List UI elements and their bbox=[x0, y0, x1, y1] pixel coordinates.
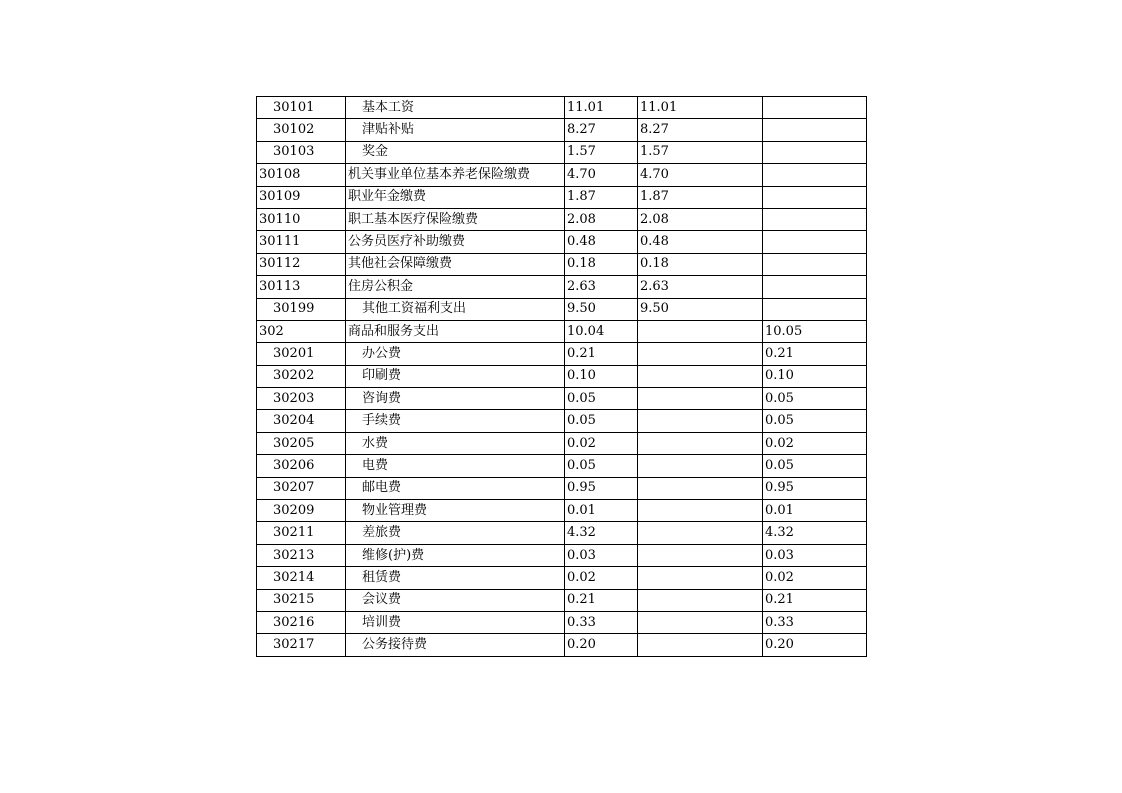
table-row bbox=[257, 119, 867, 141]
row-project-cell: 0.02 bbox=[763, 567, 867, 589]
table-row bbox=[257, 97, 867, 119]
row-name-cell: 维修(护)费 bbox=[346, 544, 565, 566]
row-project-cell: 0.33 bbox=[763, 611, 867, 633]
row-code-cell: 30209 bbox=[257, 500, 346, 522]
row-name-cell: 职业年金缴费 bbox=[346, 186, 565, 208]
table-row bbox=[257, 522, 867, 544]
row-total-cell: 4.32 bbox=[565, 522, 638, 544]
row-total-cell: 0.21 bbox=[565, 343, 638, 365]
row-code-cell: 30207 bbox=[257, 477, 346, 499]
row-basic-cell: 9.50 bbox=[638, 298, 763, 320]
row-total-cell: 0.05 bbox=[565, 410, 638, 432]
row-total-cell: 0.05 bbox=[565, 455, 638, 477]
row-total-cell: 0.20 bbox=[565, 634, 638, 656]
row-project-cell bbox=[763, 186, 867, 208]
row-project-cell: 0.21 bbox=[763, 343, 867, 365]
row-basic-cell: 0.48 bbox=[638, 231, 763, 253]
row-basic-cell bbox=[638, 611, 763, 633]
row-basic-cell bbox=[638, 320, 763, 342]
table-row bbox=[257, 208, 867, 230]
row-project-cell bbox=[763, 231, 867, 253]
row-basic-cell bbox=[638, 522, 763, 544]
row-total-cell: 0.10 bbox=[565, 365, 638, 387]
table-row bbox=[257, 611, 867, 633]
row-name-cell: 电费 bbox=[346, 455, 565, 477]
row-basic-cell: 2.08 bbox=[638, 208, 763, 230]
row-name-cell: 机关事业单位基本养老保险缴费 bbox=[346, 164, 565, 186]
row-project-cell: 10.05 bbox=[763, 320, 867, 342]
row-project-cell bbox=[763, 208, 867, 230]
row-name-cell: 津贴补贴 bbox=[346, 119, 565, 141]
table-row bbox=[257, 544, 867, 566]
row-name-cell: 公务员医疗补助缴费 bbox=[346, 231, 565, 253]
row-name-cell: 住房公积金 bbox=[346, 276, 565, 298]
table-row bbox=[257, 455, 867, 477]
row-code-cell: 30108 bbox=[257, 164, 346, 186]
row-basic-cell: 8.27 bbox=[638, 119, 763, 141]
table-row bbox=[257, 500, 867, 522]
table-row bbox=[257, 320, 867, 342]
row-code-cell: 30110 bbox=[257, 208, 346, 230]
row-code-cell: 30216 bbox=[257, 611, 346, 633]
row-basic-cell: 1.57 bbox=[638, 141, 763, 163]
table-row bbox=[257, 567, 867, 589]
row-total-cell: 9.50 bbox=[565, 298, 638, 320]
row-code-cell: 30213 bbox=[257, 544, 346, 566]
row-total-cell: 2.63 bbox=[565, 276, 638, 298]
row-project-cell: 0.01 bbox=[763, 500, 867, 522]
row-code-cell: 30103 bbox=[257, 141, 346, 163]
row-basic-cell: 0.18 bbox=[638, 253, 763, 275]
row-name-cell: 培训费 bbox=[346, 611, 565, 633]
row-total-cell: 0.01 bbox=[565, 500, 638, 522]
table-row bbox=[257, 410, 867, 432]
table-row bbox=[257, 432, 867, 454]
table-row bbox=[257, 298, 867, 320]
table-row bbox=[257, 343, 867, 365]
row-total-cell: 1.87 bbox=[565, 186, 638, 208]
row-name-cell: 邮电费 bbox=[346, 477, 565, 499]
row-basic-cell: 2.63 bbox=[638, 276, 763, 298]
row-basic-cell bbox=[638, 589, 763, 611]
budget-table-body bbox=[257, 97, 867, 657]
row-name-cell: 商品和服务支出 bbox=[346, 320, 565, 342]
row-name-cell: 印刷费 bbox=[346, 365, 565, 387]
row-code-cell: 30109 bbox=[257, 186, 346, 208]
row-project-cell: 0.20 bbox=[763, 634, 867, 656]
row-name-cell: 手续费 bbox=[346, 410, 565, 432]
row-project-cell: 0.05 bbox=[763, 455, 867, 477]
row-basic-cell bbox=[638, 455, 763, 477]
row-total-cell: 8.27 bbox=[565, 119, 638, 141]
row-name-cell: 会议费 bbox=[346, 589, 565, 611]
row-name-cell: 其他社会保障缴费 bbox=[346, 253, 565, 275]
row-basic-cell: 4.70 bbox=[638, 164, 763, 186]
row-total-cell: 2.08 bbox=[565, 208, 638, 230]
row-code-cell: 30215 bbox=[257, 589, 346, 611]
row-total-cell: 0.05 bbox=[565, 388, 638, 410]
row-basic-cell bbox=[638, 544, 763, 566]
row-project-cell: 4.32 bbox=[763, 522, 867, 544]
row-name-cell: 租赁费 bbox=[346, 567, 565, 589]
row-project-cell bbox=[763, 141, 867, 163]
row-basic-cell bbox=[638, 365, 763, 387]
table-row bbox=[257, 634, 867, 656]
row-code-cell: 30111 bbox=[257, 231, 346, 253]
row-project-cell bbox=[763, 276, 867, 298]
row-total-cell: 0.02 bbox=[565, 567, 638, 589]
table-row bbox=[257, 164, 867, 186]
row-project-cell: 0.02 bbox=[763, 432, 867, 454]
row-basic-cell: 1.87 bbox=[638, 186, 763, 208]
row-basic-cell bbox=[638, 567, 763, 589]
row-total-cell: 0.21 bbox=[565, 589, 638, 611]
table-row bbox=[257, 141, 867, 163]
row-total-cell: 4.70 bbox=[565, 164, 638, 186]
row-code-cell: 30205 bbox=[257, 432, 346, 454]
row-code-cell: 30199 bbox=[257, 298, 346, 320]
row-basic-cell: 11.01 bbox=[638, 97, 763, 119]
row-project-cell: 0.03 bbox=[763, 544, 867, 566]
table-row bbox=[257, 186, 867, 208]
row-name-cell: 其他工资福利支出 bbox=[346, 298, 565, 320]
row-code-cell: 30206 bbox=[257, 455, 346, 477]
row-name-cell: 差旅费 bbox=[346, 522, 565, 544]
row-name-cell: 咨询费 bbox=[346, 388, 565, 410]
table-row bbox=[257, 253, 867, 275]
row-code-cell: 30201 bbox=[257, 343, 346, 365]
row-project-cell: 0.05 bbox=[763, 388, 867, 410]
row-code-cell: 30214 bbox=[257, 567, 346, 589]
row-name-cell: 奖金 bbox=[346, 141, 565, 163]
row-total-cell: 0.18 bbox=[565, 253, 638, 275]
row-project-cell: 0.10 bbox=[763, 365, 867, 387]
row-basic-cell bbox=[638, 477, 763, 499]
row-name-cell: 物业管理费 bbox=[346, 500, 565, 522]
row-project-cell: 0.05 bbox=[763, 410, 867, 432]
row-basic-cell bbox=[638, 388, 763, 410]
row-code-cell: 30203 bbox=[257, 388, 346, 410]
row-basic-cell bbox=[638, 500, 763, 522]
row-basic-cell bbox=[638, 343, 763, 365]
row-project-cell bbox=[763, 164, 867, 186]
table-row bbox=[257, 477, 867, 499]
table-row bbox=[257, 276, 867, 298]
row-basic-cell bbox=[638, 634, 763, 656]
row-name-cell: 职工基本医疗保险缴费 bbox=[346, 208, 565, 230]
row-code-cell: 30113 bbox=[257, 276, 346, 298]
table-row bbox=[257, 589, 867, 611]
row-total-cell: 1.57 bbox=[565, 141, 638, 163]
row-code-cell: 30102 bbox=[257, 119, 346, 141]
row-code-cell: 30101 bbox=[257, 97, 346, 119]
row-total-cell: 0.02 bbox=[565, 432, 638, 454]
table-row bbox=[257, 388, 867, 410]
row-project-cell: 0.95 bbox=[763, 477, 867, 499]
row-name-cell: 水费 bbox=[346, 432, 565, 454]
row-total-cell: 11.01 bbox=[565, 97, 638, 119]
row-project-cell: 0.21 bbox=[763, 589, 867, 611]
row-project-cell bbox=[763, 298, 867, 320]
row-code-cell: 30202 bbox=[257, 365, 346, 387]
row-code-cell: 30112 bbox=[257, 253, 346, 275]
row-name-cell: 办公费 bbox=[346, 343, 565, 365]
table-row bbox=[257, 365, 867, 387]
row-code-cell: 30211 bbox=[257, 522, 346, 544]
row-project-cell bbox=[763, 119, 867, 141]
row-basic-cell bbox=[638, 410, 763, 432]
table-row bbox=[257, 231, 867, 253]
row-total-cell: 0.03 bbox=[565, 544, 638, 566]
row-total-cell: 0.48 bbox=[565, 231, 638, 253]
row-total-cell: 0.95 bbox=[565, 477, 638, 499]
row-code-cell: 30217 bbox=[257, 634, 346, 656]
row-name-cell: 公务接待费 bbox=[346, 634, 565, 656]
row-code-cell: 302 bbox=[257, 320, 346, 342]
row-total-cell: 0.33 bbox=[565, 611, 638, 633]
row-project-cell bbox=[763, 97, 867, 119]
row-total-cell: 10.04 bbox=[565, 320, 638, 342]
row-project-cell bbox=[763, 253, 867, 275]
row-code-cell: 30204 bbox=[257, 410, 346, 432]
budget-table bbox=[256, 96, 867, 657]
row-basic-cell bbox=[638, 432, 763, 454]
row-name-cell: 基本工资 bbox=[346, 97, 565, 119]
